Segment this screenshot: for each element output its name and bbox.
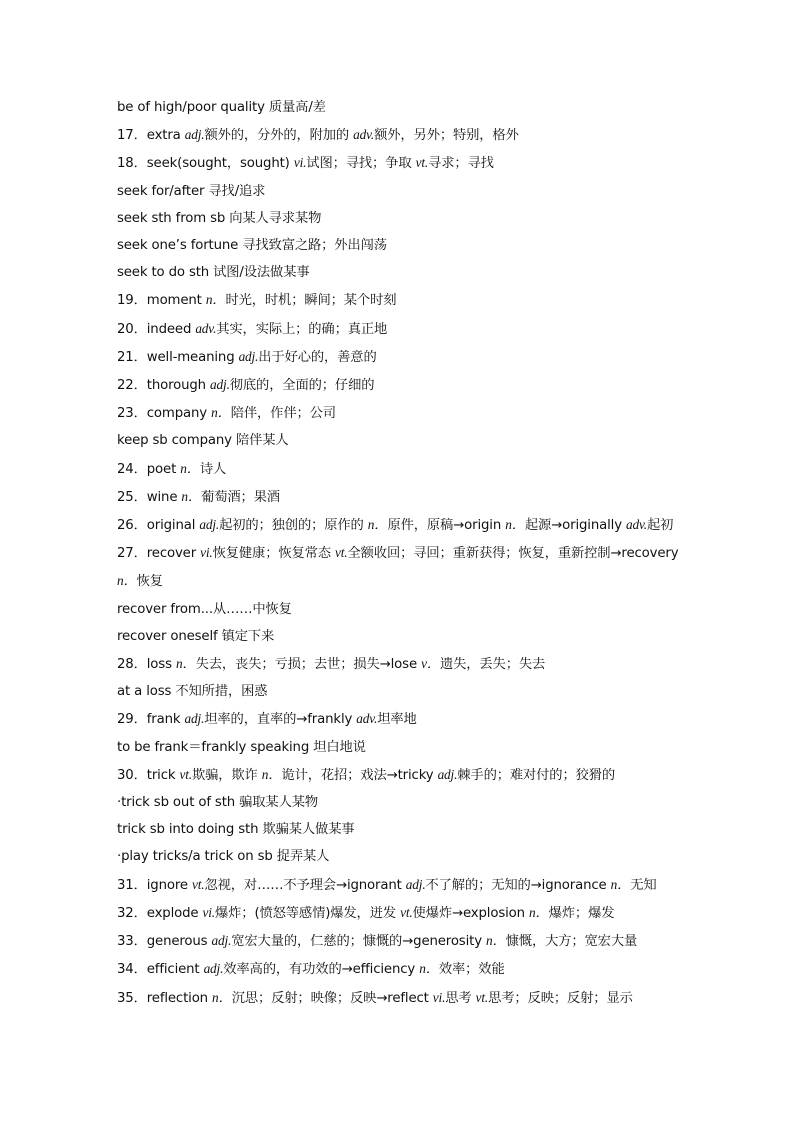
- line-text: 彻底的，全面的；仔细的: [229, 378, 375, 394]
- line-text: seek for/after 寻找/追求: [117, 183, 266, 199]
- line-text: 17．extra: [117, 128, 185, 144]
- line-text: 34．efficient: [117, 962, 204, 978]
- part-of-speech: adv.: [356, 711, 378, 727]
- line-text: 慷慨，大方；宽宏大量: [505, 934, 638, 950]
- line-text: keep sb company 陪伴某人: [117, 433, 289, 449]
- vocab-line: [117, 371, 684, 399]
- line-text: 22．thorough: [117, 378, 211, 394]
- line-text: 恢复: [136, 574, 163, 590]
- part-of-speech: n．: [205, 292, 226, 308]
- part-of-speech: n．: [117, 573, 137, 589]
- vocab-line: [117, 816, 684, 843]
- part-of-speech: vi.: [432, 989, 446, 1005]
- vocab-line: [117, 678, 684, 705]
- line-text: 沉思；反射；映像；反映→reflect: [231, 990, 433, 1006]
- vocab-line: [117, 596, 684, 623]
- line-text: trick sb into doing sth 欺骗某人做某事: [117, 822, 355, 838]
- line-text: recover from...从……中恢复: [117, 601, 292, 617]
- line-text: 效率高的，有功效的→efficiency: [223, 962, 420, 978]
- vocab-line: [117, 149, 684, 177]
- line-text: 思考；反映；反射；显示: [488, 990, 633, 1006]
- vocab-line: [117, 399, 684, 427]
- vocab-line: [117, 955, 684, 983]
- vocab-line: [117, 984, 684, 1012]
- part-of-speech: n．: [367, 517, 388, 533]
- line-text: 24．poet: [117, 461, 181, 477]
- line-text: 忽视，对……不予理会→ignorant: [204, 877, 406, 893]
- part-of-speech: adv.: [626, 517, 647, 533]
- vocab-line: [117, 539, 684, 595]
- line-text: 其实，实际上；的确；真正地: [216, 321, 388, 337]
- vocab-line: [117, 315, 684, 343]
- part-of-speech: n．: [180, 460, 200, 476]
- line-text: 坦率的，直率的→frankly: [204, 712, 357, 728]
- part-of-speech: n．: [505, 517, 525, 533]
- vocab-line: [117, 843, 684, 870]
- part-of-speech: n．: [261, 766, 282, 782]
- line-text: 32．explode: [117, 905, 203, 921]
- part-of-speech: vi.: [200, 545, 213, 561]
- line-text: 31．ignore: [117, 877, 192, 893]
- line-text: 诡计，花招；戏法→tricky: [281, 767, 438, 783]
- vocab-line: [117, 455, 684, 483]
- line-text: 恢复健康；恢复常态: [212, 546, 336, 562]
- part-of-speech: vt.: [179, 766, 192, 782]
- part-of-speech: n．: [610, 876, 631, 892]
- part-of-speech: n．: [211, 405, 231, 421]
- line-text: 宽宏大量的，仁慈的；慷慨的→generosity: [231, 934, 486, 950]
- part-of-speech: n．: [486, 933, 506, 949]
- part-of-speech: adv.: [353, 127, 375, 143]
- part-of-speech: vi.: [293, 155, 307, 171]
- line-text: 爆炸；爆发: [548, 905, 615, 921]
- line-text: 使爆炸→explosion: [412, 905, 529, 921]
- line-text: 坦率地: [377, 712, 417, 728]
- line-text: 出于好心的，善意的: [258, 349, 377, 365]
- line-text: ·play tricks/a trick on sb 捉弄某人: [117, 849, 330, 865]
- vocab-line: [117, 259, 684, 286]
- vocab-line: [117, 427, 684, 454]
- line-text: seek one’s fortune 寻找致富之路；外出闯荡: [117, 238, 387, 254]
- vocab-line: [117, 623, 684, 650]
- line-text: ·trick sb out of sth 骗取某人某物: [117, 795, 319, 811]
- line-text: 27．recover: [117, 546, 201, 562]
- line-text: 葡萄酒；果酒: [201, 489, 280, 505]
- line-text: 爆炸；(愤怒等感情)爆发，迸发: [215, 905, 401, 921]
- part-of-speech: n．: [181, 488, 202, 504]
- vocab-line: [117, 899, 684, 927]
- line-text: at a loss 不知所措，困惑: [117, 684, 268, 700]
- line-text: 欺骗，欺诈: [191, 767, 262, 783]
- line-text: 19．moment: [117, 293, 206, 309]
- vocab-line: [117, 761, 684, 789]
- vocab-line: [117, 927, 684, 955]
- line-text: 思考: [445, 990, 476, 1006]
- line-text: 29．frank: [117, 712, 185, 728]
- vocab-line: [117, 511, 684, 539]
- line-text: 失去，丧失；亏损；去世；损失→lose: [195, 657, 422, 673]
- line-text: 遗失，丢失；失去: [439, 657, 546, 673]
- vocab-line: [117, 734, 684, 761]
- part-of-speech: adv.: [195, 320, 217, 336]
- part-of-speech: v．: [421, 656, 440, 672]
- line-text: 全额收回；寻回；重新获得；恢复，重新控制→recovery: [347, 546, 679, 562]
- line-text: 18．seek(sought，sought): [117, 156, 294, 172]
- line-text: 25．wine: [117, 489, 182, 505]
- vocab-line: [117, 343, 684, 371]
- line-text: 33．generous: [117, 934, 212, 950]
- vocab-line: [117, 650, 684, 678]
- line-text: 棘手的；难对付的；狡猾的: [457, 767, 616, 783]
- line-text: seek to do sth 试图/设法做某事: [117, 265, 310, 281]
- line-text: 试图；寻找；争取: [306, 156, 416, 172]
- line-text: 额外，另外；特别，格外: [374, 128, 519, 144]
- line-text: to be frank＝frankly speaking 坦白地说: [117, 739, 366, 755]
- vocab-line: [117, 232, 684, 259]
- vocab-line: [117, 483, 684, 511]
- line-text: 35．reflection: [117, 990, 213, 1006]
- line-text: 26．original: [117, 518, 200, 534]
- line-text: 原件，原稿→origin: [387, 518, 506, 534]
- part-of-speech: adj.: [184, 711, 205, 727]
- vocab-line: [117, 94, 684, 121]
- vocab-line: [117, 705, 684, 733]
- vocab-line: [117, 871, 684, 899]
- part-of-speech: adj.: [199, 517, 220, 533]
- line-text: 时光，时机；瞬间；某个时刻: [225, 293, 397, 309]
- part-of-speech: vt.: [475, 989, 489, 1005]
- line-text: recover oneself 镇定下来: [117, 628, 275, 644]
- part-of-speech: vt.: [335, 545, 348, 561]
- part-of-speech: adj.: [184, 127, 205, 143]
- vocab-line: [117, 789, 684, 816]
- part-of-speech: adj.: [203, 961, 224, 977]
- line-text: 起初: [646, 518, 674, 534]
- line-text: 21．well-meaning: [117, 349, 239, 365]
- part-of-speech: adj.: [210, 377, 230, 393]
- line-text: seek sth from sb 向某人寻求某物: [117, 210, 322, 226]
- part-of-speech: vt.: [400, 904, 413, 920]
- line-text: 不了解的；无知的→ignorance: [425, 877, 611, 893]
- part-of-speech: adj.: [211, 933, 232, 949]
- line-text: 起初的；独创的；原作的: [219, 518, 368, 534]
- part-of-speech: n．: [175, 656, 196, 672]
- part-of-speech: n．: [528, 904, 549, 920]
- line-text: 28．loss: [117, 657, 176, 673]
- part-of-speech: adj.: [238, 348, 259, 364]
- line-text: 23．company: [117, 406, 212, 422]
- vocab-line: [117, 286, 684, 314]
- line-text: be of high/poor quality 质量高/差: [117, 100, 326, 115]
- line-text: 无知: [630, 877, 657, 893]
- line-text: 30．trick: [117, 767, 180, 783]
- part-of-speech: vt.: [415, 155, 429, 171]
- line-text: 诗人: [199, 461, 227, 477]
- vocab-line: [117, 121, 684, 149]
- line-text: 陪伴，作伴；公司: [230, 406, 336, 422]
- vocab-line: [117, 178, 684, 205]
- part-of-speech: n．: [419, 961, 439, 977]
- part-of-speech: vi.: [202, 904, 215, 920]
- line-text: 起源→originally: [524, 518, 626, 534]
- line-text: 额外的，分外的，附加的: [204, 128, 354, 144]
- part-of-speech: adj.: [437, 766, 458, 782]
- vocab-line: [117, 205, 684, 232]
- line-text: 20．indeed: [117, 321, 196, 337]
- line-text: 效率；效能: [438, 962, 505, 978]
- part-of-speech: adj.: [405, 876, 426, 892]
- part-of-speech: vt.: [192, 876, 205, 892]
- part-of-speech: n．: [212, 989, 232, 1005]
- line-text: 寻求；寻找: [428, 156, 494, 172]
